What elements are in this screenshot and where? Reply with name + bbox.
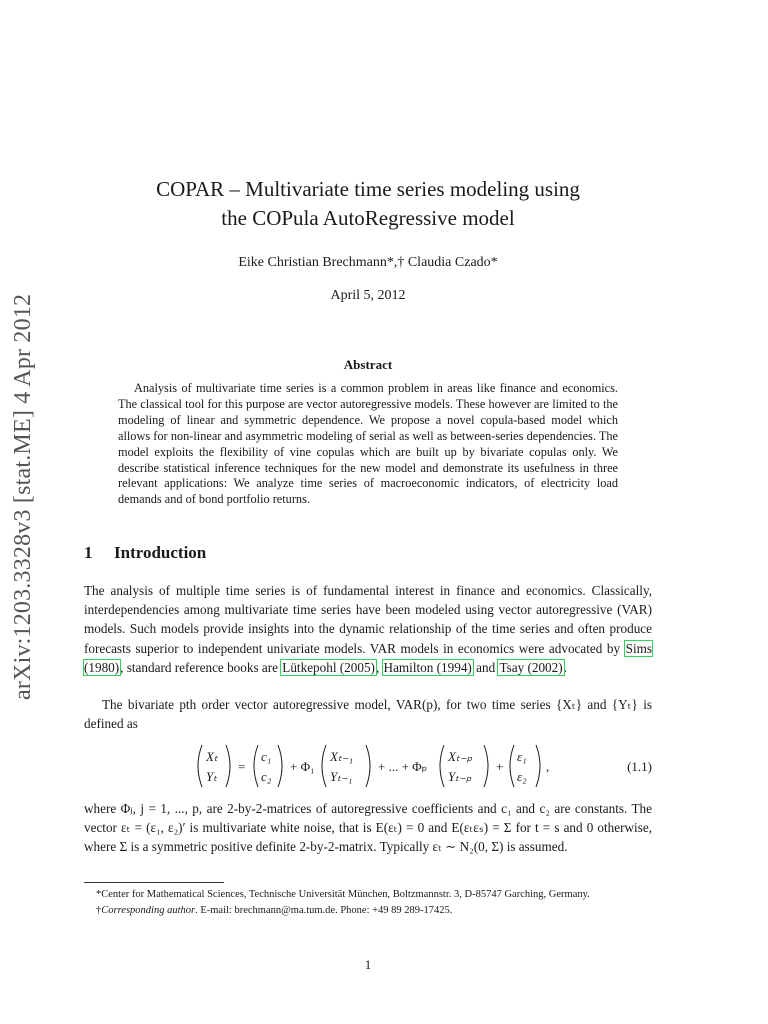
paragraph-text: , standard reference books are	[120, 659, 282, 675]
paren-left	[440, 745, 444, 787]
intro-paragraph-1	[84, 581, 652, 677]
paren-left	[322, 745, 326, 787]
paragraph-text: The analysis of multiple time series is of fundamental interest in finance and economics. Classically, interdependencies among multivariate time series have been modeled using vector autoregressive (VAR) models. Such models provide insights into the dynamic relationship of the time series and often produce forecasts superior to independent univariate models. VAR models in economics were advocated by	[84, 583, 652, 656]
eq-equals: =	[238, 759, 246, 774]
paper-title	[84, 175, 652, 233]
eq-lhs-top: Xₜ	[206, 749, 218, 764]
footnote-contact: . E-mail: brechmann@ma.tum.de. Phone: +49 89 289-17425.	[195, 904, 453, 916]
paragraph-text: and	[472, 659, 499, 675]
paren-right	[226, 745, 230, 787]
page-number: 1	[364, 957, 372, 972]
eq-xp-top: Xₜ₋ₚ	[448, 749, 473, 764]
paren-left	[198, 745, 202, 787]
paper-date: April 5, 2012	[330, 288, 406, 303]
eq-xp-bottom: Yₜ₋ₚ	[448, 769, 472, 784]
eq-c-top: c₁	[261, 749, 272, 764]
title-line-1: COPAR – Multivariate time series modeling using	[156, 177, 580, 201]
footnote-divider	[84, 882, 224, 883]
author-list: Eike Christian Brechmann*,† Claudia Czado*	[238, 255, 498, 270]
eq-eps-bottom: ε₂	[517, 769, 527, 784]
equation-number: (1.1)	[627, 759, 652, 774]
eq-x1-top: Xₜ₋₁	[330, 749, 354, 764]
eq-comma: ,	[546, 759, 550, 774]
paragraph-text: .	[563, 659, 567, 675]
arxiv-identifier[interactable]: arXiv:1203.3328v3 [stat.ME] 4 Apr 2012	[10, 293, 36, 700]
equation-1-1	[84, 741, 652, 791]
citation-link-lutkepohl[interactable]: Lütkepohl (2005)	[282, 659, 375, 675]
section-heading	[84, 543, 206, 563]
eq-lhs-bottom: Yₜ	[206, 769, 218, 784]
paren-right	[366, 745, 370, 787]
footnote-affiliation: *Center for Mathematical Sciences, Technische Universität München, Boltzmannstr. 3, D-85747 Garching, Germany.	[96, 889, 590, 900]
footnote-corresponding-label: Corresponding author	[101, 904, 196, 916]
footnotes	[84, 887, 652, 918]
section-number: 1	[84, 543, 93, 562]
intro-paragraph-2: The bivariate pth order vector autoregressive model, VAR(p), for two time series {Xₜ} and {Yₜ} is defined as	[84, 697, 652, 732]
citation-link-sims[interactable]: Sims (1980)	[84, 640, 652, 675]
paren-right	[484, 745, 488, 787]
eq-plus: +	[496, 759, 504, 774]
section-title: Introduction	[114, 543, 207, 562]
footnote-dagger: †	[96, 904, 102, 916]
eq-c-bottom: c₂	[261, 769, 272, 784]
title-line-2: the COPula AutoRegressive model	[221, 206, 515, 230]
paren-right	[536, 745, 540, 787]
eq-plus-phi1: + Φ₁	[290, 759, 315, 774]
intro-paragraph-3: where Φⱼ, j = 1, ..., p, are 2-by-2-matrices of autoregressive coefficients and c₁ and c₂ are constants. The vector εₜ = (ε₁, ε₂)′ is multivariate white noise, that is E(εₜ) = 0 and E(εₜεₛ) = Σ for t = s and 0 otherwise, where Σ is a symmetric positive definite 2-by-2-matrix. Typically εₜ ∼ N₂(0, Σ) is assumed.	[84, 801, 652, 855]
footnote-corresponding	[84, 903, 652, 919]
paren-left	[254, 745, 258, 787]
paren-right	[278, 745, 282, 787]
citation-link-tsay[interactable]: Tsay (2002)	[499, 659, 563, 675]
eq-x1-bottom: Yₜ₋₁	[330, 769, 353, 784]
citation-link-hamilton[interactable]: Hamilton (1994)	[383, 659, 472, 675]
abstract-text: Analysis of multivariate time series is a common problem in areas like finance and economics. The classical tool for this purpose are vector autoregressive models. These however are limited to the modeling of linear and symmetric dependence. We propose a novel copula-based model which allows for non-linear and asymmetric modeling of serial as well as between-series dependencies. The model exploits the flexibility of vine copulas which are built up by bivariate copulas only. We describe statistical inference techniques for the new model and demonstrate its usefulness in three relevant applications: We analyze time series of macroeconomic indicators, of electricity load demands and of bond portfolio returns.	[118, 381, 618, 507]
eq-dots-phip: + ... + Φₚ	[378, 759, 428, 774]
eq-eps-top: ε₁	[517, 749, 527, 764]
var-equation-graphic	[196, 741, 556, 791]
paren-left	[510, 745, 514, 787]
paragraph-text: ,	[375, 659, 380, 675]
abstract-heading: Abstract	[343, 357, 393, 372]
